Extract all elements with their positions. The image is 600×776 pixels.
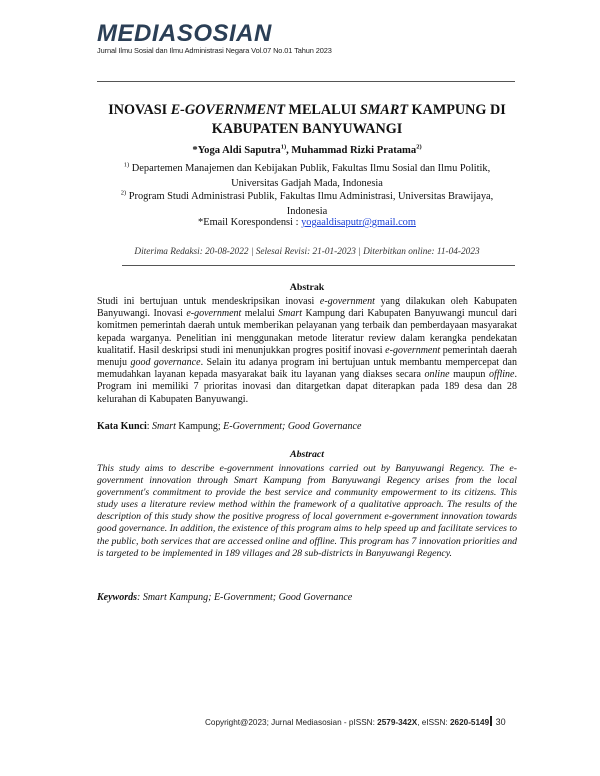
affiliation-2: $^{2)}$ Program Studi Administrasi Publik, Fakultas Ilmu Administrasi, Universitas Brawijaya, Indonesia (120, 189, 494, 217)
page-footer: Copyright@2023; Jurnal Mediasosian - pISSN: 2579-342X, eISSN: 2620-5149 30 (205, 717, 506, 727)
journal-logo: MEDIASOSIAN (97, 20, 272, 47)
affiliation-1: $^{1)}$ Departemen Manajemen dan Kebijakan Publik, Fakultas Ilmu Sosial dan Ilmu Politik, Universitas Gadjah Mada, Indonesia (123, 161, 491, 189)
author-2: Muhammad Rizki Pratama (291, 145, 417, 156)
paper-title: INOVASI E-GOVERNMENT MELALUI SMART KAMPUNG DI KABUPATEN BANYUWANGI (108, 102, 506, 137)
publication-dates: Diterima Redaksi: 20-08-2022 | Selesai Revisi: 21-01-2023 | Diterbitkan online: 11-04-2023 (134, 247, 480, 257)
email-link[interactable]: yogaaldisaputr@gmail.com (301, 217, 416, 228)
keywords: Keywords: Smart Kampung; E-Government; Good Governance (97, 592, 353, 603)
dates-divider (122, 265, 515, 266)
author-list: *Yoga Aldi Saputra$^{1)}$, Muhammad Rizki Pratama$^{2)}$ (192, 143, 422, 156)
header-divider (97, 81, 515, 82)
author-1: *Yoga Aldi Saputra (192, 145, 281, 156)
footer-separator (490, 716, 492, 726)
abstract-heading: Abstract (289, 449, 325, 460)
page-number: 30 (495, 717, 506, 727)
journal-info: Jurnal Ilmu Sosial dan Ilmu Administrasi Negara Vol.07 No.01 Tahun 2023 (97, 46, 332, 55)
correspondence-email: *Email Korespondensi : yogaaldisaputr@gmail.com (198, 217, 416, 228)
abstract-body: This study aims to describe e-government innovations carried out by Banyuwangi Regency. The e-government innovation through Smart Kampung from Banyuwangi Regency arises from the local government's commitment to provide the best service and community empowerment to its citizens. This study uses a literature review method within the framework of a qualitative approach. The results of the description of this study show the positive progress of local government e-government innovation towards good governance. In addition, the existence of this program aims to help speed up and facilitate services to the public, both services that are accessed online and offline. This program has 7 innovation priorities and is targeted to be implemented in 189 villages and 28 sub-districts in Banyuwangi Regency. (97, 463, 518, 559)
kata-kunci: Kata Kunci: Smart Kampung; E-Government; Good Governance (97, 421, 362, 432)
abstrak-heading: Abstrak (289, 282, 325, 293)
abstrak-body: Studi ini bertujuan untuk mendeskripsikan inovasi e-government yang dilakukan oleh Kabupaten Banyuwangi. Inovasi e-government melalui Smart Kampung dari Kabupaten Banyuwangi muncul dari komitmen pemerintah daerah untuk memberikan pelayanan yang terbaik dan pemberdayaan masyarakat kepada warganya. Penelitian ini menggunakan metode literatur review dalam kerangka pendekatan kualitatif. Hasil deskripsi studi ini menunjukkan progres positif inovasi e-government pemerintah daerah menuju good governance. Selain itu adanya program ini bertujuan untuk membantu mempercepat dan memudahkan layanan kepada masyarakat baik itu layanan yang diakses secara online maupun offline. Program ini memiliki 7 prioritas inovasi dan ditargetkan dapat diterapkan pada 189 desa dan 28 kelurahan di Kabupaten Banyuwangi. (97, 296, 518, 405)
